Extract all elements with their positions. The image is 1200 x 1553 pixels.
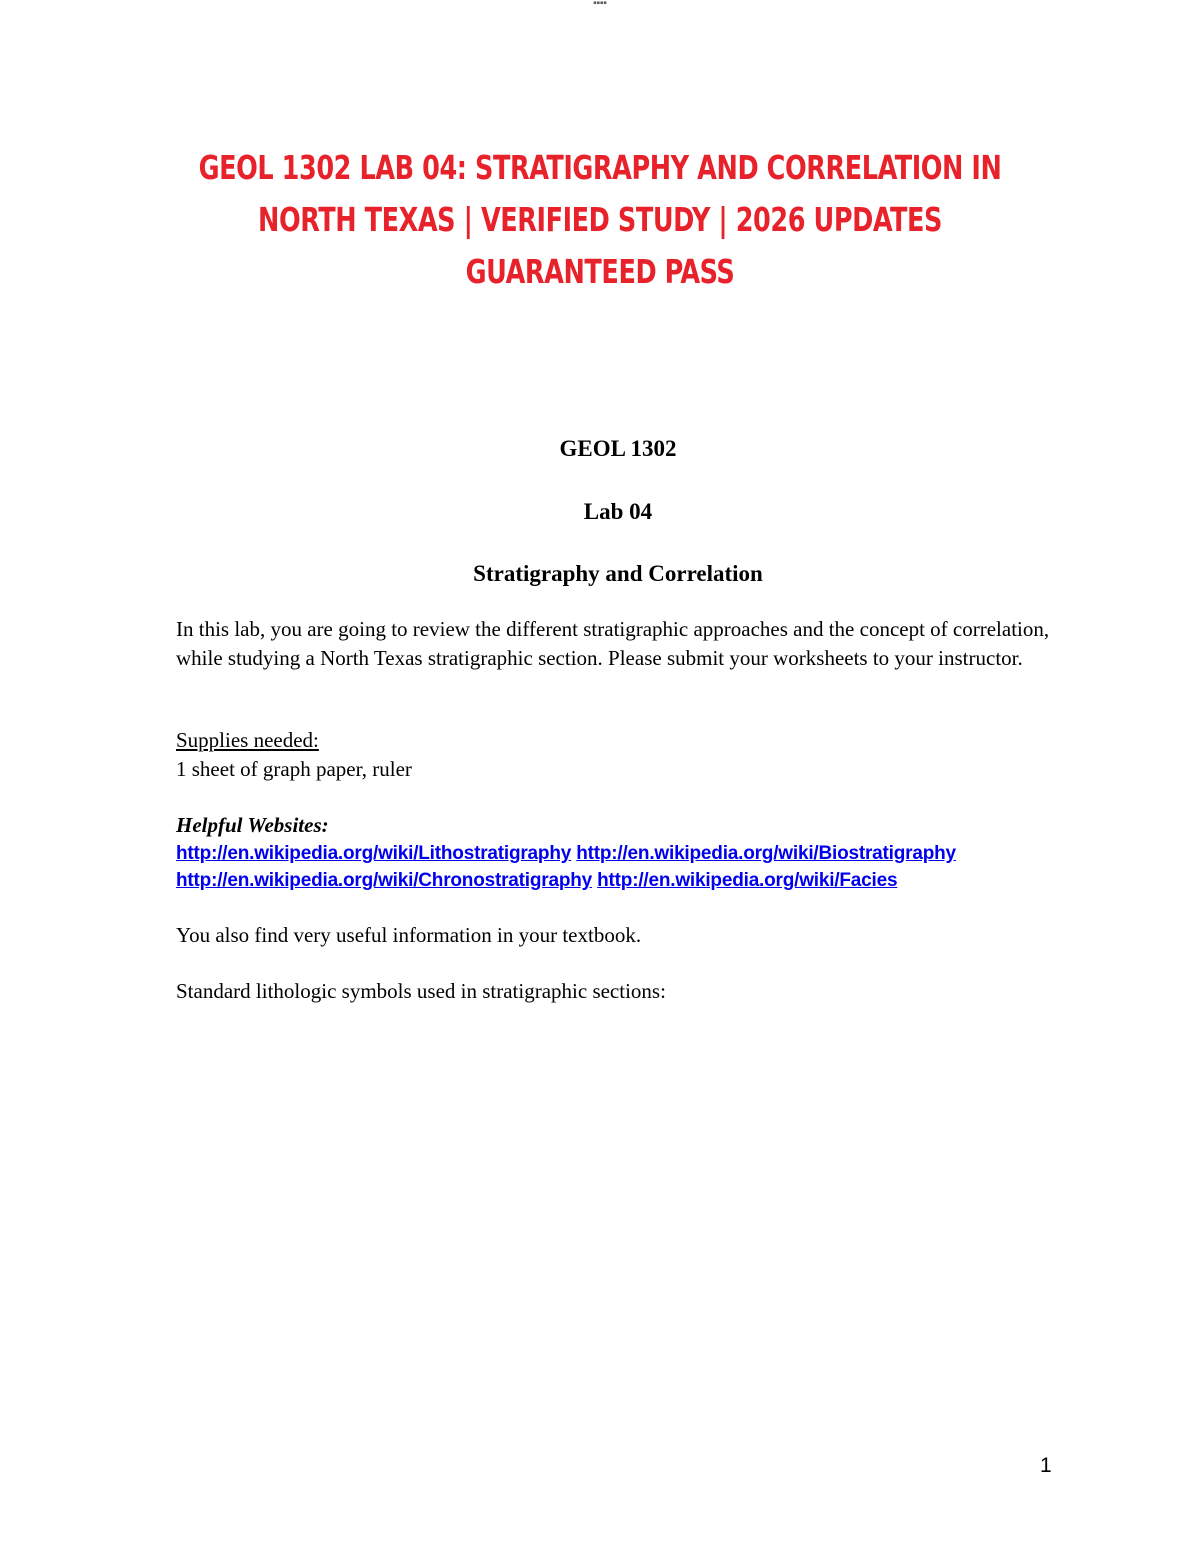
supplies-label: Supplies needed: bbox=[176, 728, 319, 752]
link-facies[interactable]: http://en.wikipedia.org/wiki/Facies bbox=[597, 870, 898, 891]
course-heading: GEOL 1302 bbox=[559, 436, 677, 461]
helpful-links-line-1 bbox=[176, 840, 1076, 867]
link-biostratigraphy[interactable]: http://en.wikipedia.org/wiki/Biostratigraphy bbox=[576, 843, 956, 864]
document-title: GEOL 1302 LAB 04: STRATIGRAPHY AND CORRELATION IN NORTH TEXAS | VERIFIED STUDY | 2026 UPDATES GUARANTEED PASS bbox=[198, 148, 1002, 291]
subject-heading: Stratigraphy and Correlation bbox=[473, 561, 763, 586]
link-lithostratigraphy[interactable]: http://en.wikipedia.org/wiki/Lithostratigraphy bbox=[176, 843, 572, 864]
header-mark: ▪▪▪▪ bbox=[593, 0, 607, 6]
helpful-links-line-2 bbox=[176, 867, 1076, 894]
symbols-note: Standard lithologic symbols used in stratigraphic sections: bbox=[176, 979, 666, 1003]
page-number: 1 bbox=[1040, 1454, 1052, 1477]
link-chronostratigraphy[interactable]: http://en.wikipedia.org/wiki/Chronostratigraphy bbox=[176, 870, 593, 891]
intro-paragraph: In this lab, you are going to review the different stratigraphic approaches and the concept of correlation, while studying a North Texas stratigraphic section. Please submit your worksheets to your instructor. bbox=[176, 617, 1050, 670]
textbook-note: You also find very useful information in your textbook. bbox=[176, 923, 642, 947]
helpful-websites-label: Helpful Websites: bbox=[176, 813, 329, 837]
lab-heading: Lab 04 bbox=[583, 499, 653, 524]
supplies-items: 1 sheet of graph paper, ruler bbox=[176, 757, 412, 781]
